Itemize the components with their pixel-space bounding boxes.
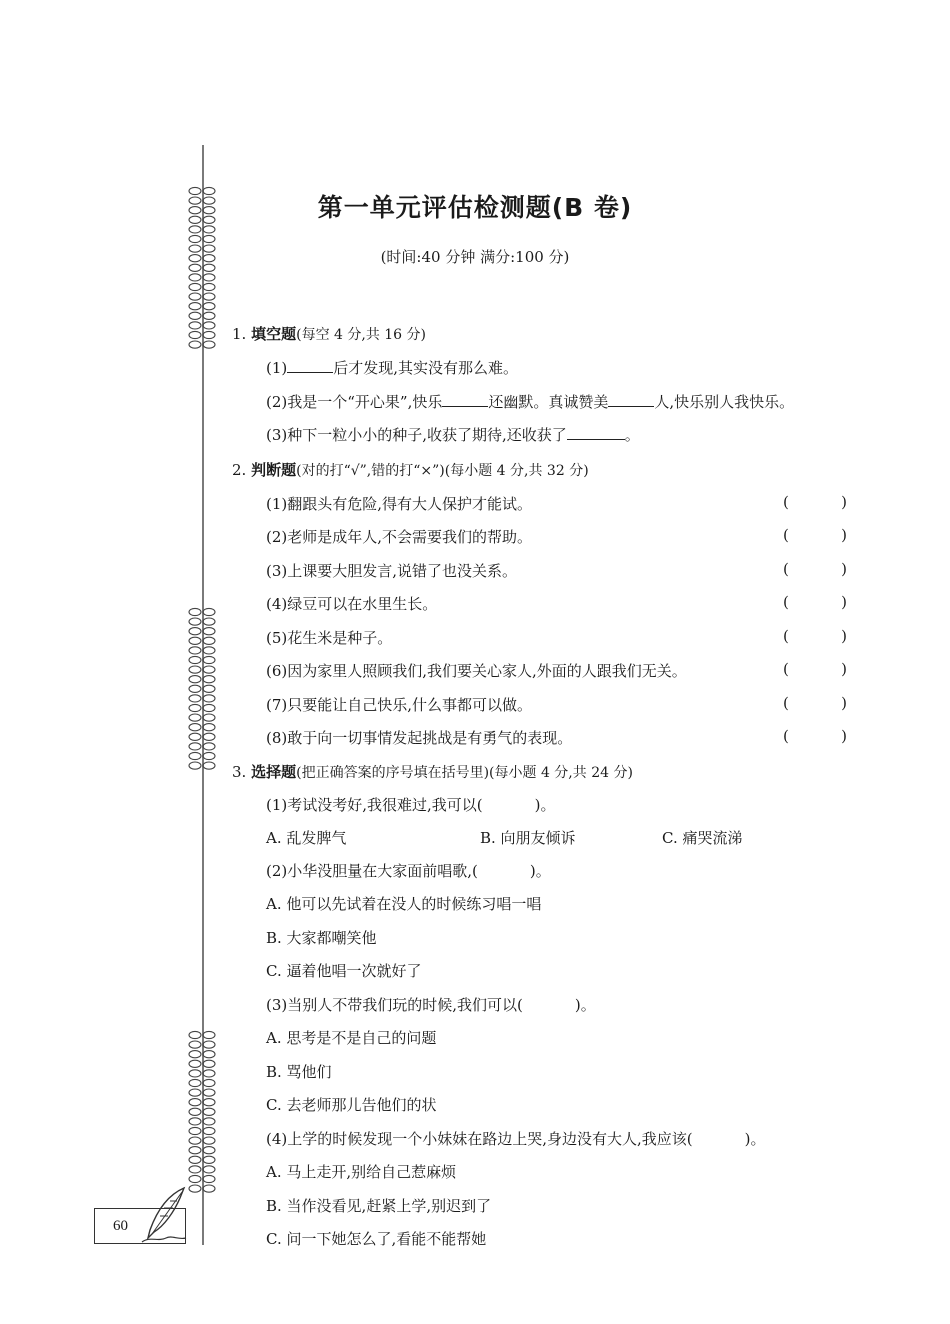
- section-number: 3.: [232, 763, 247, 781]
- question-stem: (2)小华没胆量在大家面前唱歌,(: [266, 862, 478, 880]
- fill-item-2: [266, 391, 794, 412]
- item-text: 。: [624, 426, 640, 444]
- paren-open: (: [783, 727, 789, 745]
- question-stem-end: )。: [529, 862, 551, 880]
- answer-parens[interactable]: [783, 660, 847, 678]
- option-c: C. 逼着他唱一次就好了: [266, 962, 422, 980]
- option-c: C. 问一下她怎么了,看能不能帮她: [266, 1230, 487, 1248]
- section-note: (每空 4 分,共 16 分): [296, 327, 427, 343]
- paren-close: ): [841, 526, 847, 544]
- quill-pen-icon: [140, 1186, 188, 1244]
- answer-blank[interactable]: [608, 392, 654, 407]
- section-name: 选择题: [251, 763, 297, 781]
- judge-item-2: (2)老师是成年人,不会需要我们的帮助。: [266, 528, 533, 546]
- paren-close: ): [841, 727, 847, 745]
- paren-close: ): [841, 493, 847, 511]
- question-stem-end: )。: [534, 796, 556, 814]
- question-stem-end: )。: [574, 996, 596, 1014]
- judge-item-1: (1)翻跟头有危险,得有大人保护才能试。: [266, 495, 533, 513]
- question-stem-end: )。: [744, 1130, 766, 1148]
- question-stem: (1)考试没考好,我很难过,我可以(: [266, 796, 483, 814]
- section-note: (对的打“√”,错的打“×”)(每小题 4 分,共 32 分): [296, 463, 589, 479]
- option-b: B. 大家都嘲笑他: [266, 929, 377, 947]
- fill-item-1: [266, 357, 518, 378]
- judge-item-5: (5)花生米是种子。: [266, 629, 393, 647]
- paren-close: ): [841, 660, 847, 678]
- page-title: 第一单元评估检测题(B 卷): [317, 193, 633, 222]
- answer-parens[interactable]: [783, 694, 847, 712]
- section-true-false-heading: [232, 459, 589, 480]
- option-a: A. 他可以先试着在没人的时候练习唱一唱: [266, 895, 542, 913]
- answer-blank[interactable]: [442, 392, 488, 407]
- paren-open: (: [783, 526, 789, 544]
- paren-open: (: [783, 593, 789, 611]
- question-stem: (4)上学的时候发现一个小妹妹在路边上哭,身边没有大人,我应该(: [266, 1130, 693, 1148]
- answer-blank[interactable]: [567, 425, 625, 440]
- section-number: 1.: [232, 325, 247, 343]
- fill-item-3: [266, 424, 640, 445]
- option-a: A. 乱发脾气: [266, 829, 347, 847]
- judge-item-3: (3)上课要大胆发言,说错了也没关系。: [266, 562, 518, 580]
- judge-item-4: (4)绿豆可以在水里生长。: [266, 595, 438, 613]
- paren-open: (: [783, 627, 789, 645]
- option-a: A. 思考是不是自己的问题: [266, 1029, 437, 1047]
- judge-item-7: (7)只要能让自己快乐,什么事都可以做。: [266, 696, 533, 714]
- section-fill-blank-heading: [232, 323, 426, 344]
- paren-close: ): [841, 593, 847, 611]
- paren-close: ): [841, 694, 847, 712]
- choice-question-2: [266, 860, 551, 881]
- section-name: 填空题: [251, 325, 297, 343]
- page-number: 60: [113, 1218, 128, 1234]
- option-b: B. 向朋友倾诉: [480, 829, 576, 847]
- option-b: B. 骂他们: [266, 1063, 332, 1081]
- item-text: 后才发现,其实没有那么难。: [333, 359, 519, 377]
- answer-parens[interactable]: [783, 493, 847, 511]
- choice-question-4: [266, 1128, 766, 1149]
- item-text: 人,快乐别人我快乐。: [654, 393, 795, 411]
- option-c: C. 痛哭流涕: [662, 829, 743, 847]
- choice-question-3: [266, 994, 596, 1015]
- paren-open: (: [783, 493, 789, 511]
- answer-parens[interactable]: [783, 727, 847, 745]
- paren-open: (: [783, 694, 789, 712]
- answer-blank[interactable]: [287, 358, 333, 373]
- question-stem: (3)当别人不带我们玩的时候,我们可以(: [266, 996, 523, 1014]
- answer-parens[interactable]: [783, 560, 847, 578]
- section-note: (把正确答案的序号填在括号里)(每小题 4 分,共 24 分): [296, 765, 633, 781]
- item-text: (2)我是一个“开心果”,快乐: [266, 393, 443, 411]
- section-number: 2.: [232, 461, 247, 479]
- option-a: A. 马上走开,别给自己惹麻烦: [266, 1163, 457, 1181]
- judge-item-8: (8)敢于向一切事情发起挑战是有勇气的表现。: [266, 729, 573, 747]
- item-text: (1): [266, 359, 288, 377]
- section-name: 判断题: [251, 461, 297, 479]
- judge-item-6: (6)因为家里人照顾我们,我们要关心家人,外面的人跟我们无关。: [266, 662, 687, 680]
- spiral-binding-icon: [187, 1030, 217, 1200]
- option-c: C. 去老师那儿告他们的状: [266, 1096, 437, 1114]
- answer-parens[interactable]: [783, 627, 847, 645]
- paren-close: ): [841, 627, 847, 645]
- page-subtitle: (时间:40 分钟 满分:100 分): [380, 248, 570, 266]
- section-choice-heading: [232, 761, 633, 782]
- paren-close: ): [841, 560, 847, 578]
- item-text: (3)种下一粒小小的种子,收获了期待,还收获了: [266, 426, 567, 444]
- paren-open: (: [783, 560, 789, 578]
- item-text: 还幽默。真诚赞美: [488, 393, 609, 411]
- answer-parens[interactable]: [783, 593, 847, 611]
- spiral-binding-icon: [187, 607, 217, 777]
- option-b: B. 当作没看见,赶紧上学,别迟到了: [266, 1197, 492, 1215]
- paren-open: (: [783, 660, 789, 678]
- choice-question-1: [266, 794, 556, 815]
- answer-parens[interactable]: [783, 526, 847, 544]
